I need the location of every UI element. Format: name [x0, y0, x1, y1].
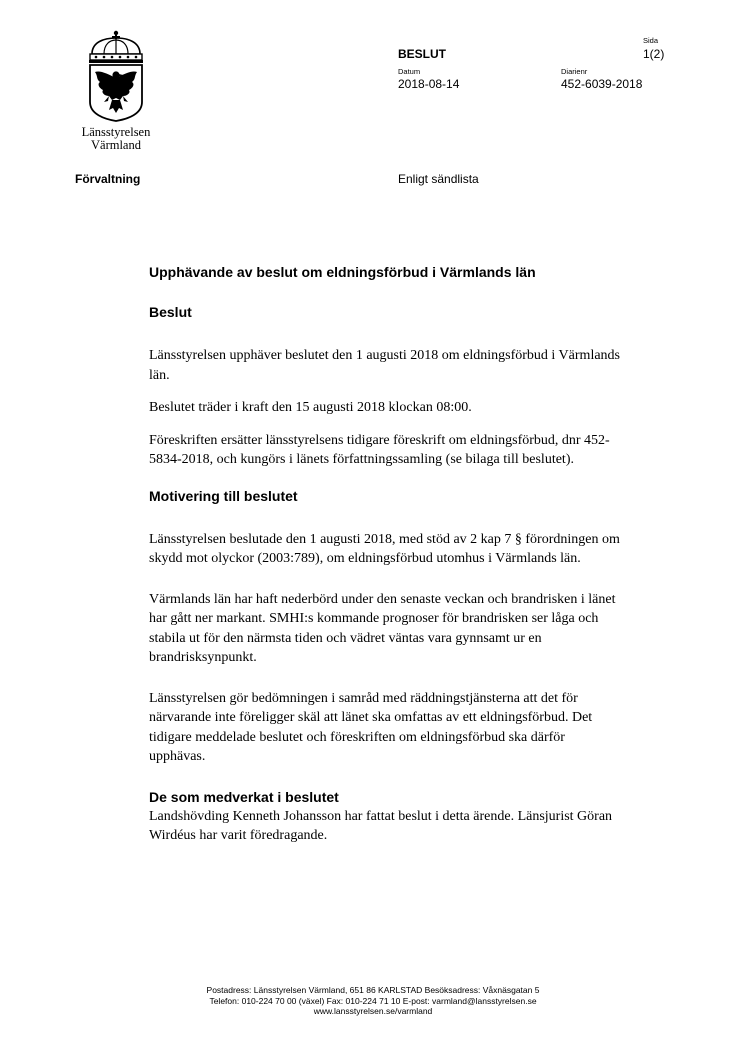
paragraph: Länsstyrelsen upphäver beslutet den 1 augusti 2018 om eldningsförbud i Värmlands län. — [149, 348, 620, 383]
section-heading-motivering: Motivering till beslutet — [149, 487, 298, 504]
page-footer — [0, 985, 746, 1017]
crowned-eagle-emblem-icon — [82, 30, 150, 122]
decision-body — [149, 264, 624, 846]
agency-logo — [68, 30, 164, 152]
document-type: BESLUT — [398, 47, 446, 61]
section-heading-medverkat: De som medverkat i beslutet — [149, 788, 339, 805]
agency-name — [68, 126, 164, 152]
diarienr-value: 452-6039-2018 — [561, 77, 643, 91]
page-label: Sida — [643, 36, 659, 45]
document-title: Upphävande av beslut om eldningsförbud i Värmlands län — [149, 264, 536, 280]
paragraph: Landshövding Kenneth Johansson har fattat beslut i detta ärende. Länsjurist Göran Wirdéus har varit föredragande. — [149, 808, 613, 843]
footer-address: Postadress: Länsstyrelsen Värmland, 651 86 KARLSTAD Besöksadress: Våxnäsgatan 5 — [206, 985, 540, 995]
section-heading-beslut: Beslut — [149, 304, 192, 320]
recipient: Enligt sändlista — [398, 172, 479, 186]
paragraph: Länsstyrelsen gör bedömningen i samråd med räddningstjänsterna att det för närvarande inte föreligger skäl att länet ska omfattas av ett eldningsförbud. Det tidigare meddelade beslutet och föreskriften om eldningsförbud ska därför upphävas. — [149, 690, 593, 764]
agency-name-line1: Länsstyrelsen — [81, 125, 151, 139]
date-label: Datum — [398, 67, 421, 76]
paragraph: Beslutet träder i kraft den 15 augusti 2018 klockan 08:00. — [149, 400, 472, 415]
date-value: 2018-08-14 — [398, 77, 460, 91]
page-number: 1(2) — [643, 47, 665, 61]
department: Förvaltning — [75, 172, 141, 186]
paragraph: Föreskriften ersätter länsstyrelsens tidigare föreskrift om eldningsförbud, dnr 452-5834-2018, och kungörs i länets författningssamling (se bilaga till beslutet). — [149, 432, 610, 467]
footer-contact: Telefon: 010-224 70 00 (växel) Fax: 010-224 71 10 E-post: varmland@lansstyrelsen.se — [209, 995, 537, 1006]
diarienr-label: Diarienr — [561, 67, 588, 76]
paragraph: Värmlands län har haft nederbörd under den senaste veckan och brandrisken i länet har gått ner markant. SMHI:s kommande prognoser för brandrisken ser låga och stabila ut för den närmsta tiden och vädret väntas vara gynnsamt ur en brandrisksynpunkt. — [149, 591, 616, 665]
agency-name-line2: Värmland — [91, 138, 141, 152]
paragraph: Länsstyrelsen beslutade den 1 augusti 2018, med stöd av 2 kap 7 § förordningen om skydd mot olyckor (2003:789), om eldningsförbud utomhus i Värmlands län. — [149, 531, 620, 566]
footer-website[interactable]: www.lansstyrelsen.se/varmland — [313, 1006, 433, 1016]
